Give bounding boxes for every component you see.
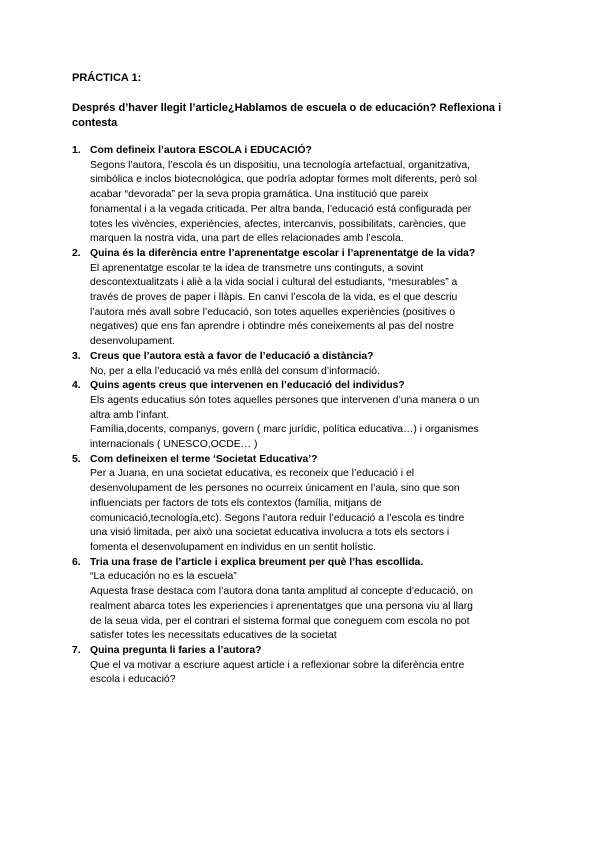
question-item bbox=[72, 247, 530, 350]
instructions-line: contesta bbox=[72, 117, 118, 129]
answer-line: negatives) que ens fan aprendre i obtindre més coneixements al pas del nostre bbox=[90, 321, 454, 333]
answer-text bbox=[90, 159, 530, 247]
question-number: 1. bbox=[72, 145, 81, 156]
answer-line: simbólica e inclos biotecnológica, que podría adoptar formes molt diferents, però sol bbox=[90, 174, 477, 186]
question-number: 6. bbox=[72, 556, 81, 568]
question-item bbox=[72, 644, 530, 688]
question-number: 3. bbox=[72, 350, 81, 362]
answer-line: Segons l’autora, l’escola és un dispositiu, una tecnología artefactual, organitzativa, bbox=[90, 159, 471, 171]
question-text: Tria una frase de l’article i explica breument per què l’has escollida. bbox=[90, 556, 424, 568]
question-text: Creus que l’autora està a favor de l’educació a distància? bbox=[90, 350, 374, 362]
answer-line: No, per a ella l’educació va més enllà del consum d’informació. bbox=[90, 365, 380, 377]
question-number: 7. bbox=[72, 644, 81, 656]
answer-line: realment abarca totes les experiencies i aprenentatges que una persona viu al llarg bbox=[90, 600, 473, 612]
instructions bbox=[72, 101, 532, 131]
answer-line: Els agents educatius són totes aquelles persones que intervenen d’una manera o un bbox=[90, 394, 480, 406]
question-item bbox=[72, 144, 530, 247]
question-list bbox=[72, 144, 530, 688]
answer-line: descontextualitzats i aliè a la vida social i cultural del estudiants, “mesurables” a bbox=[90, 277, 458, 289]
answer-line: internacionals ( UNESCO,OCDE… ) bbox=[90, 439, 258, 451]
answer-line: marquen la nostra vida, una part de elles relacionades amb l’escola. bbox=[90, 233, 404, 245]
question-number: 4. bbox=[72, 380, 81, 392]
question-text: Com defineixen el terme ‘Societat Educativa’? bbox=[90, 453, 318, 465]
question-number: 5. bbox=[72, 453, 81, 465]
answer-line: satisfer totes les necessitats educatives de la societat bbox=[90, 630, 337, 642]
answer-line: través de proves de paper i llàpis. En canvi l’escola de la vida, es el que descriu bbox=[90, 292, 458, 304]
question-number: 2. bbox=[72, 247, 81, 259]
answer-line: altra amb l’infant. bbox=[90, 409, 170, 421]
answer-text bbox=[90, 394, 530, 453]
answer-text bbox=[90, 570, 530, 644]
answer-line: fomenta el desenvolupament en individus en un sentit holístic. bbox=[90, 541, 376, 553]
answer-line: El aprenentatge escolar te la idea de transmetre uns continguts, a sovint bbox=[90, 262, 424, 274]
answer-line: l’autora més avall sobre l’educació, son totes aquelles experiències (positives o bbox=[90, 306, 456, 318]
question-text: Quina és la diferència entre l’aprenentatge escolar i l’aprenentatge de la vida? bbox=[90, 247, 476, 259]
answer-line: Aquesta frase destaca com l’autora dona tanta amplitud al concepte d’educació, on bbox=[90, 586, 473, 598]
page-title: PRÁCTICA 1: bbox=[72, 72, 142, 84]
question-text: Quins agents creus que intervenen en l’educació del individus? bbox=[90, 380, 405, 392]
answer-line: de la seua vida, per el contrari el sistema formal que coneguem com escola no pot bbox=[90, 615, 470, 627]
answer-line: Família,docents, companys, govern ( marc jurídic, política educativa…) i organismes bbox=[90, 424, 479, 436]
answer-text bbox=[90, 262, 530, 350]
answer-line: una visió limitada, per això una societat educativa involucra a tots els sectors i bbox=[90, 527, 450, 539]
question-item bbox=[72, 350, 530, 379]
answer-line: influenciats per factors de tots els contextos (família, mitjans de bbox=[90, 497, 382, 509]
question-text: Quina pregunta li faries a l’autora? bbox=[90, 644, 262, 656]
answer-line: acabar “devorada” per la seva propia gramática. Una institució que pareix bbox=[90, 189, 429, 201]
answer-line: totes les vivències, experiències, afectes, intercanvis, possibilitats, carències, que bbox=[90, 218, 466, 230]
answer-line: Per a Juana, en una societat educativa, es reconeix que l’educació i el bbox=[90, 468, 415, 480]
answer-text bbox=[90, 659, 530, 688]
answer-line: desenvolupament de les persones no ocurreix únicament en l’aula, sino que son bbox=[90, 483, 460, 495]
answer-text bbox=[90, 467, 530, 555]
answer-text bbox=[90, 365, 530, 380]
answer-line: Que el va motivar a escriure aquest article i a reflexionar sobre la diferència entre bbox=[90, 659, 465, 671]
instructions-line: Després d’haver llegit l’article¿Hablamos de escuela o de educación? Reflexiona i bbox=[72, 102, 502, 114]
question-text: Com defineix l’autora ESCOLA i EDUCACIÓ? bbox=[90, 145, 312, 156]
answer-line: fonamental i a la vegada criticada. Per altra banda, l’educació está configurada per bbox=[90, 203, 472, 215]
question-item bbox=[72, 379, 530, 453]
answer-line: escola i educació? bbox=[90, 674, 176, 686]
question-item bbox=[72, 556, 530, 644]
answer-line: desenvolupament. bbox=[90, 336, 175, 348]
answer-line: comunicació,tecnología,etc). Segons l’autora reduir l’educació a l’escola es tindre bbox=[90, 512, 465, 524]
question-item bbox=[72, 453, 530, 556]
answer-line: “La educación no es la escuela” bbox=[90, 571, 237, 583]
